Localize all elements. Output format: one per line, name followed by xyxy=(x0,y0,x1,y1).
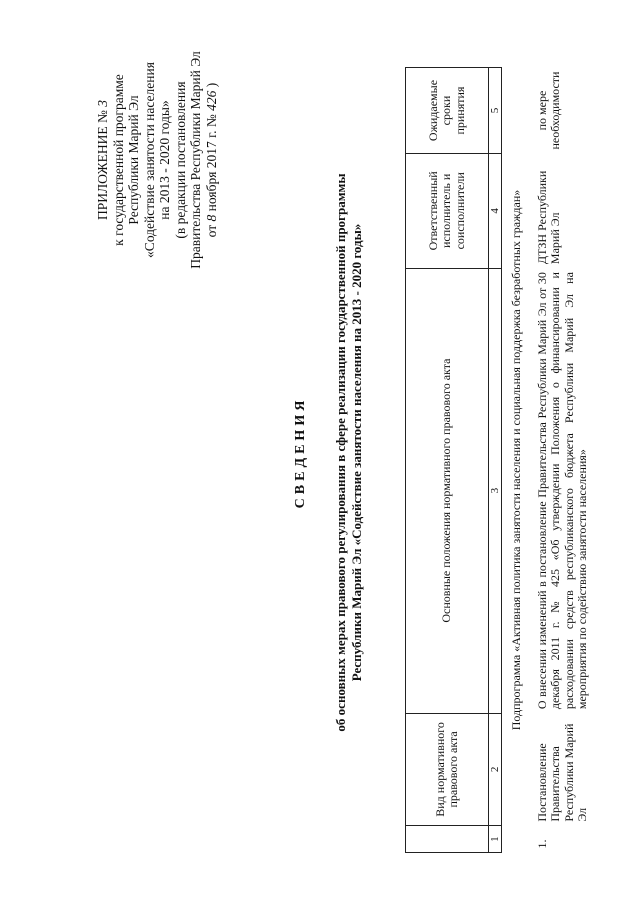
date-middle: ноября 2017 г. № xyxy=(203,110,219,215)
table-header-row xyxy=(406,68,489,853)
row-executor: ДТЗН Республики Марий Эл xyxy=(534,170,562,265)
subtitle-line: Республики Марий Эл «Содействие занятости населения на 2013 - 2020 годы» xyxy=(349,223,364,682)
appendix-date-line xyxy=(204,10,220,310)
subtitle-line: об основных мерах правового регулирования в сфере реализации государственной программы xyxy=(333,173,348,732)
column-number: 3 xyxy=(489,268,502,713)
table-row xyxy=(534,68,592,853)
subprogram-row xyxy=(502,68,534,853)
column-number: 2 xyxy=(489,713,502,826)
appendix-line: на 2013 - 2020 годы» xyxy=(157,100,172,220)
appendix-title-prefix: ПРИЛОЖЕНИЕ № xyxy=(95,106,110,221)
appendix-number: 3 xyxy=(95,99,110,107)
column-number-row xyxy=(489,68,502,853)
document-subtitle xyxy=(333,0,365,905)
subprogram-title: Подпрограмма «Активная политика занятости населения и социальная поддержка безработных граждан» xyxy=(509,189,523,731)
header-provisions: Основные положения нормативного правового акта xyxy=(406,268,489,713)
appendix-line: к государственной программе xyxy=(110,74,126,246)
header-executor: Ответственный исполнитель и соисполнители xyxy=(406,154,489,269)
date-day: 8 xyxy=(203,214,219,222)
row-act-type: Постановление Правительства Республики Марий Эл xyxy=(534,723,589,822)
appendix-line: «Содействие занятости населения xyxy=(141,62,157,258)
appendix-line: Правительства Республики Марий Эл xyxy=(188,51,203,269)
appendix-header xyxy=(95,10,219,310)
row-deadline: по мере необходимости xyxy=(534,71,562,150)
column-number: 1 xyxy=(489,826,502,853)
appendix-line: (в редакции постановления xyxy=(172,81,188,239)
column-number: 5 xyxy=(489,68,502,154)
date-suffix: ) xyxy=(203,82,219,91)
header-number xyxy=(406,826,489,853)
header-deadline: Ожидаемые сроки принятия xyxy=(406,68,489,154)
appendix-title xyxy=(95,10,111,310)
appendix-line: Республики Марий Эл xyxy=(126,95,141,225)
row-provisions: О внесении изменений в постановление Правительства Республики Марий Эл от 30 декабря 2011 г. № 425 «Об утверждении Положения о финансировании и расходовании средств республиканского бюджета Республики Марий Эл на мероприятия по содействию занятости населения» xyxy=(534,272,589,710)
date-prefix: от xyxy=(203,221,219,238)
measures-table-wrap xyxy=(405,67,592,853)
header-act-type: Вид нормативного правового акта xyxy=(406,713,489,826)
column-number: 4 xyxy=(489,154,502,269)
row-number: 1. xyxy=(534,839,549,849)
document-title: СВЕДЕНИЯ xyxy=(293,396,308,509)
decree-number: 426 xyxy=(203,90,219,111)
measures-table xyxy=(405,67,592,853)
